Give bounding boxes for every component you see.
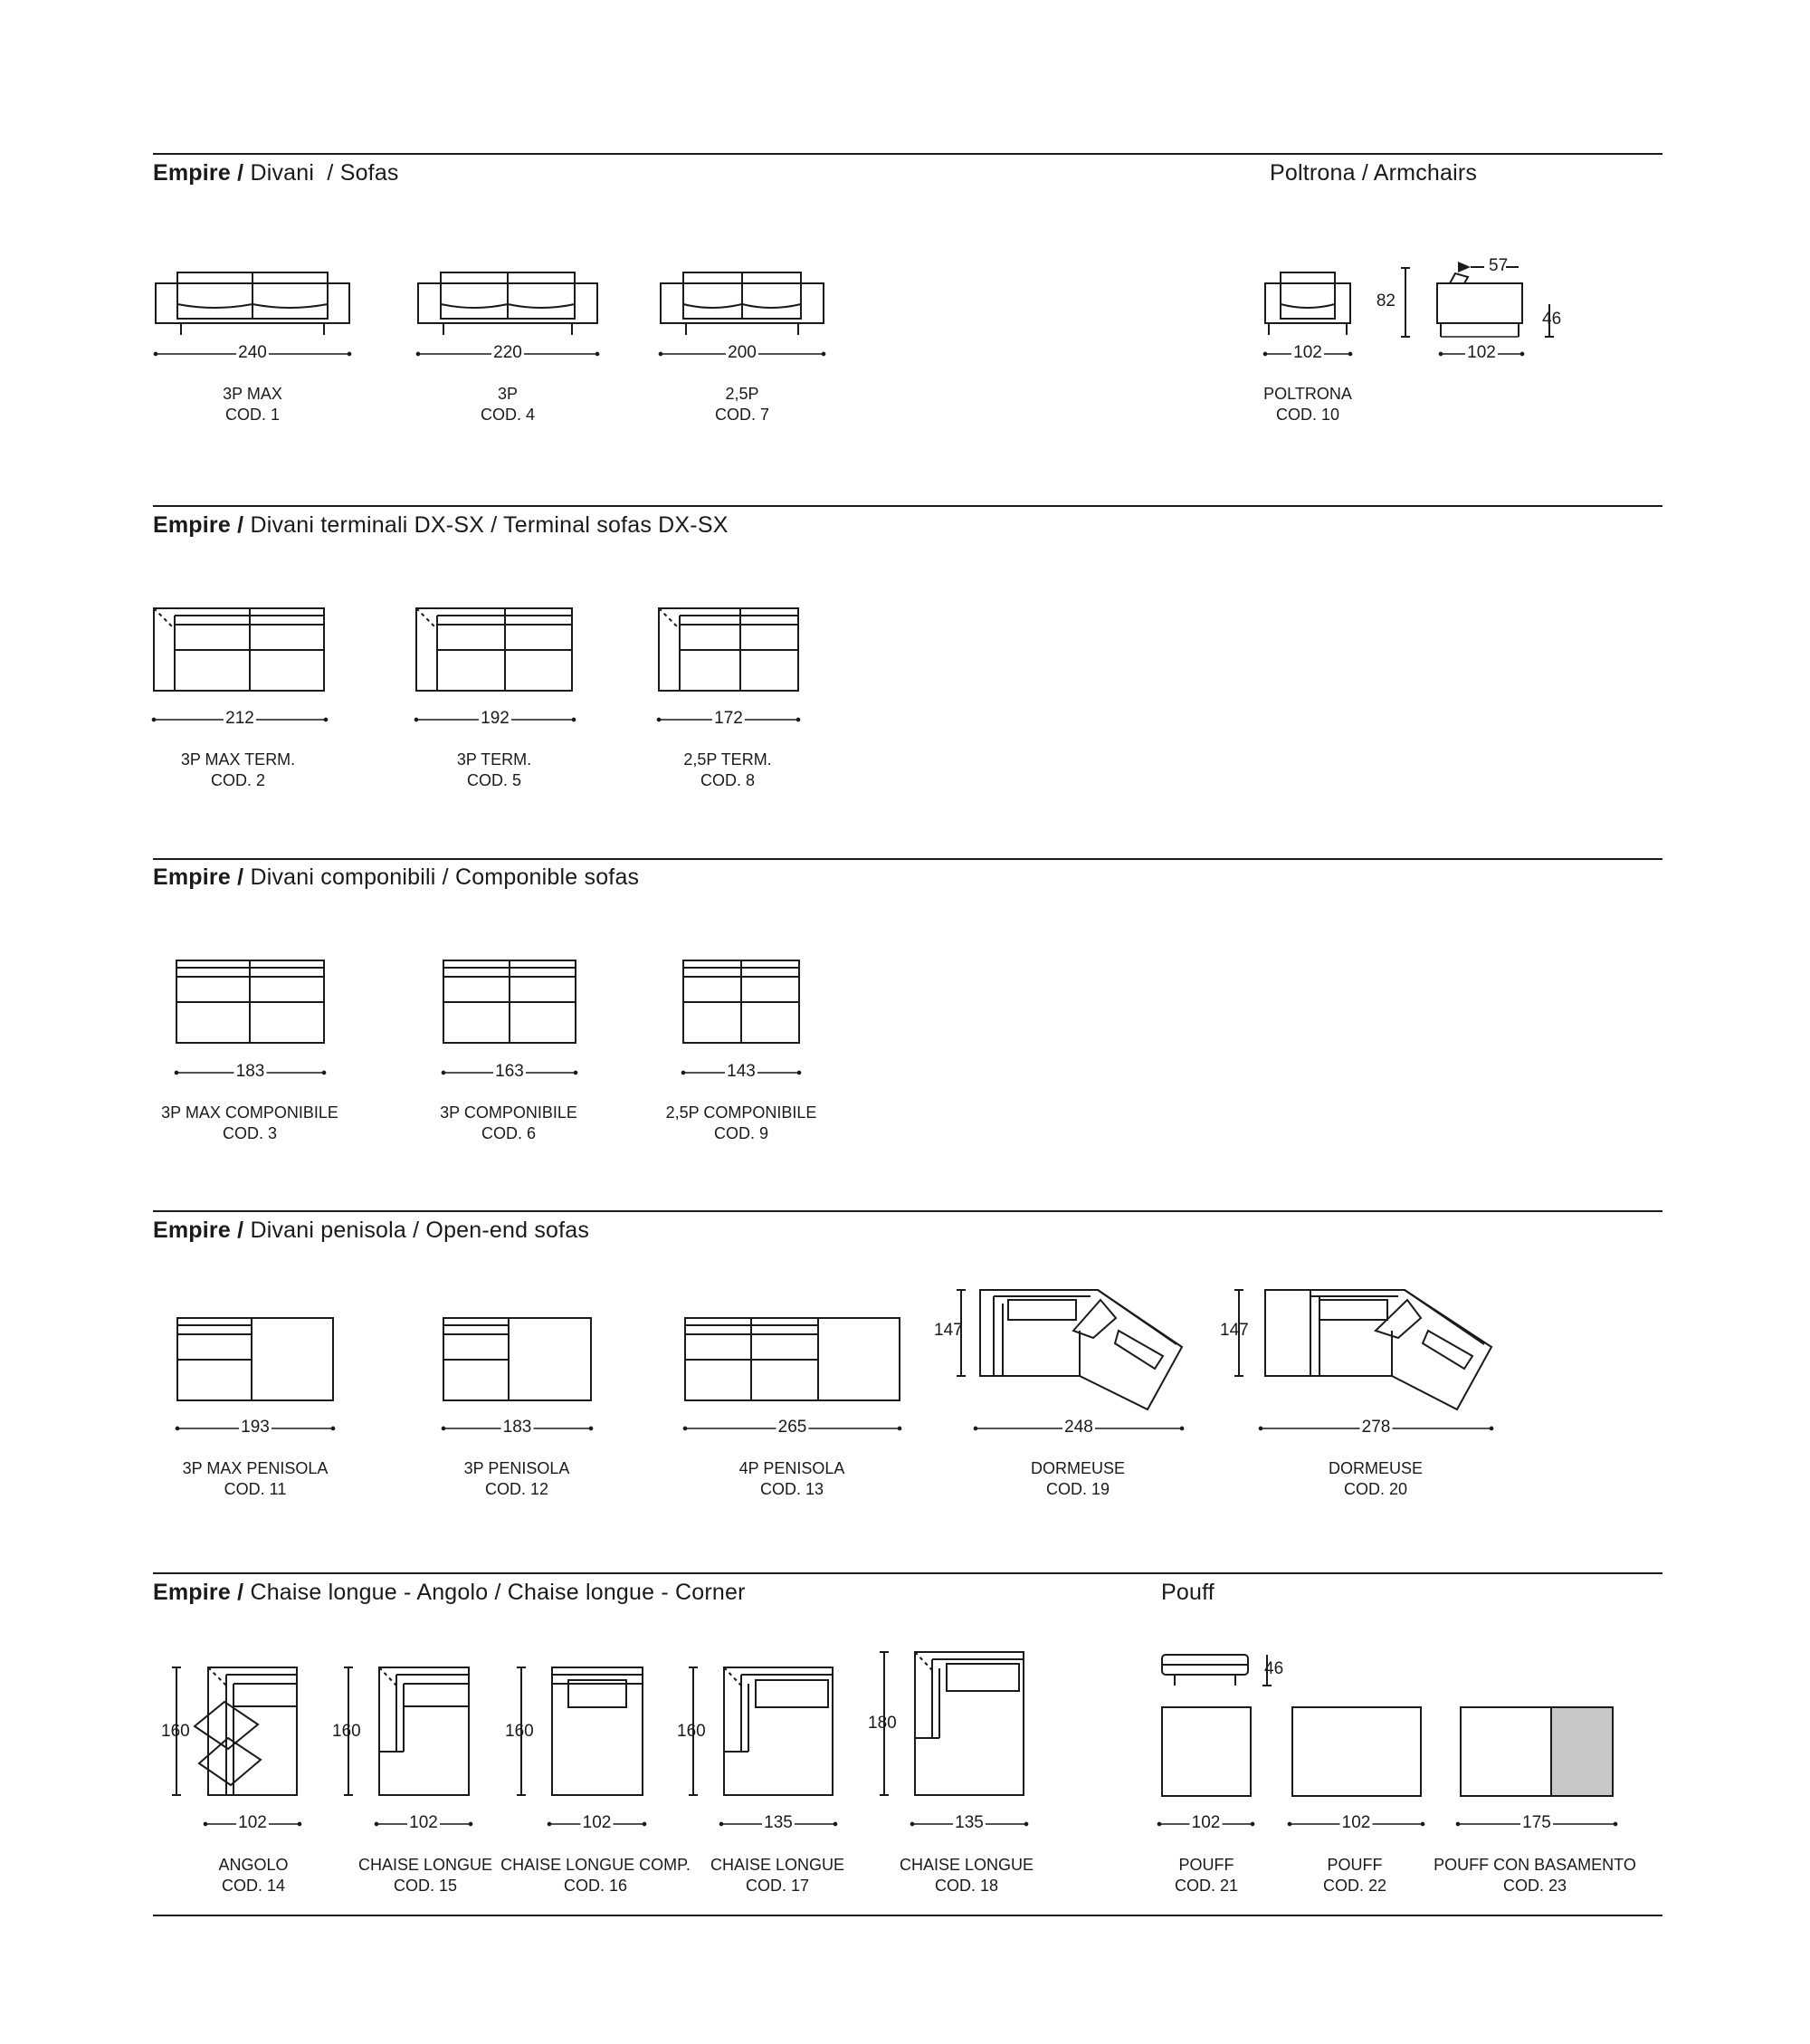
section-title-componible: Empire / Divani componibili / Componible sofas <box>153 864 640 890</box>
width-value: 240 <box>238 343 267 362</box>
width-value: 102 <box>1341 1813 1371 1832</box>
product-code: COD. 3 <box>222 1124 278 1142</box>
product-name: 2,5P TERM. <box>683 750 772 769</box>
product-name: 3P MAX TERM. <box>180 750 296 769</box>
product-name: 3P PENISOLA <box>463 1459 570 1477</box>
product-label <box>500 1855 691 1896</box>
dimension-tick <box>442 1427 444 1429</box>
product-code: COD. 17 <box>745 1877 810 1895</box>
dimension-tick <box>643 1822 645 1825</box>
product-code: COD. 4 <box>480 406 536 424</box>
dimension-tick <box>822 352 824 355</box>
product-label <box>457 750 531 791</box>
product-code: COD. 12 <box>484 1480 549 1498</box>
dimension-tick <box>176 1427 178 1429</box>
dimension-tick <box>681 1071 684 1074</box>
product-code: COD. 5 <box>466 771 521 789</box>
dimension-tick <box>548 1822 550 1825</box>
width-value: 200 <box>728 343 757 362</box>
dimension-tick <box>152 718 155 721</box>
product-name: CHAISE LONGUE <box>710 1856 845 1874</box>
product-code: COD. 23 <box>1502 1877 1567 1895</box>
product-code: COD. 18 <box>934 1877 999 1895</box>
dimension-tick <box>595 352 598 355</box>
product-name: 3P MAX PENISOLA <box>182 1459 329 1477</box>
product-name: 3P COMPONIBILE <box>440 1103 577 1122</box>
product-name: 2,5P <box>725 385 759 403</box>
dimension-tick <box>1157 1822 1160 1825</box>
dimension-tick <box>797 1071 800 1074</box>
dimension-tick <box>898 1427 900 1429</box>
product-name: DORMEUSE <box>1030 1459 1126 1477</box>
dimension-tick <box>348 352 350 355</box>
dimension-tick <box>416 352 419 355</box>
chaise-16-depth-value: 160 <box>505 1722 534 1741</box>
product-code: COD. 19 <box>1045 1480 1110 1498</box>
width-value: 172 <box>714 709 743 728</box>
product-label <box>183 1458 329 1500</box>
product-label <box>223 384 282 425</box>
dimension-tick <box>324 718 327 721</box>
product-label <box>181 750 295 791</box>
product-label <box>1175 1855 1238 1896</box>
section-title-terminal: Empire / Divani terminali DX-SX / Terminal sofas DX-SX <box>153 512 729 538</box>
product-label <box>1031 1458 1125 1500</box>
dimension-tick <box>1490 1427 1492 1429</box>
product-name: CHAISE LONGUE <box>899 1856 1034 1874</box>
dimension-tick <box>1421 1822 1424 1825</box>
pouff-height-value: 46 <box>1264 1659 1284 1678</box>
section-title-sofas: Empire / Divani / Sofas <box>153 160 399 186</box>
dimension-tick <box>1614 1822 1616 1825</box>
dimension-tick <box>834 1822 836 1825</box>
width-value: 193 <box>241 1418 270 1437</box>
angolo-depth-value: 160 <box>161 1722 190 1741</box>
dimension-tick <box>589 1427 592 1429</box>
product-label <box>715 384 769 425</box>
chaise-17-depth-value: 160 <box>677 1722 706 1741</box>
dimension-tick <box>331 1427 334 1429</box>
product-label <box>683 750 771 791</box>
product-code: COD. 15 <box>393 1877 458 1895</box>
dimension-tick <box>1024 1822 1027 1825</box>
product-name: 2,5P COMPONIBILE <box>665 1103 817 1122</box>
section-title-openend: Empire / Divani penisola / Open-end sofas <box>153 1218 590 1243</box>
brand-label: Empire <box>153 160 231 186</box>
dimension-tick <box>1348 352 1351 355</box>
product-code: COD. 11 <box>224 1480 287 1498</box>
width-value: 212 <box>225 709 254 728</box>
product-code: COD. 2 <box>210 771 265 789</box>
product-label <box>161 1103 338 1144</box>
width-value: 175 <box>1522 1813 1551 1832</box>
dimension-tick <box>1180 1427 1183 1429</box>
dimension-tick <box>683 1427 686 1429</box>
dimension-tick <box>572 718 575 721</box>
product-label <box>440 1103 577 1144</box>
dimension-tick <box>204 1822 206 1825</box>
dimension-tick <box>175 1071 177 1074</box>
brand-label: Empire <box>153 512 231 538</box>
width-value: 183 <box>502 1418 532 1437</box>
width-value: 135 <box>955 1813 984 1832</box>
product-name: POUFF CON BASAMENTO <box>1434 1856 1636 1874</box>
dimension-tick <box>469 1822 472 1825</box>
width-value: 102 <box>1293 343 1322 362</box>
armchair-seat-height-value: 46 <box>1542 310 1562 329</box>
dimension-tick <box>1456 1822 1459 1825</box>
chaise-15-depth-value: 160 <box>332 1722 361 1741</box>
width-value: 102 <box>1191 1813 1221 1832</box>
dimension-tick <box>796 718 799 721</box>
width-value: 192 <box>481 709 510 728</box>
product-label <box>900 1855 1034 1896</box>
width-value: 220 <box>493 343 522 362</box>
dimension-tick <box>910 1822 913 1825</box>
width-value: 102 <box>1467 343 1496 362</box>
dimension-tick <box>1520 352 1523 355</box>
product-code: COD. 10 <box>1275 406 1340 424</box>
product-code: COD. 14 <box>221 1877 286 1895</box>
product-label <box>739 1458 845 1500</box>
dimension-tick <box>414 718 417 721</box>
dimension-tick <box>974 1427 976 1429</box>
dimension-tick <box>1288 1822 1291 1825</box>
section-title-chaise: Empire / Chaise longue - Angolo / Chaise longue - Corner <box>153 1580 746 1605</box>
width-value: 102 <box>409 1813 438 1832</box>
product-label <box>1323 1855 1386 1896</box>
product-name: ANGOLO <box>218 1856 289 1874</box>
armchair-height-value: 82 <box>1376 291 1396 310</box>
dimension-tick <box>1439 352 1442 355</box>
dimension-tick <box>298 1822 300 1825</box>
dimension-tick <box>659 352 662 355</box>
product-name: 3P TERM. <box>456 750 532 769</box>
dormeuse-19-depth-value: 147 <box>934 1321 963 1340</box>
product-label <box>218 1855 288 1896</box>
dimension-tick <box>1263 352 1266 355</box>
width-value: 163 <box>495 1062 524 1081</box>
product-name: POUFF <box>1327 1856 1383 1874</box>
product-name: 3P <box>497 385 519 403</box>
dimension-tick <box>1259 1427 1262 1429</box>
width-value: 248 <box>1064 1418 1093 1437</box>
product-name: 3P MAX <box>223 385 282 403</box>
width-value: 278 <box>1361 1418 1391 1437</box>
product-code: COD. 1 <box>224 406 281 424</box>
dimension-tick <box>574 1071 576 1074</box>
width-value: 135 <box>764 1813 793 1832</box>
brand-label: Empire <box>153 864 231 890</box>
product-label <box>1263 384 1352 425</box>
dimension-tick <box>1251 1822 1253 1825</box>
product-label <box>481 384 535 425</box>
width-value: 102 <box>582 1813 612 1832</box>
product-code: COD. 16 <box>563 1877 628 1895</box>
chaise-18-depth-value: 180 <box>868 1714 897 1733</box>
width-value: 183 <box>235 1062 265 1081</box>
armchair-depth-value: 57 <box>1489 256 1509 275</box>
dimension-tick <box>719 1822 722 1825</box>
product-code: COD. 20 <box>1343 1480 1408 1498</box>
product-code: COD. 8 <box>700 771 755 789</box>
product-label <box>464 1458 570 1500</box>
dormeuse-20-depth-value: 147 <box>1220 1321 1249 1340</box>
product-label <box>1434 1855 1636 1896</box>
dimension-tick <box>442 1071 444 1074</box>
product-code: COD. 7 <box>714 406 770 424</box>
dimension-tick <box>375 1822 377 1825</box>
product-label <box>666 1103 817 1144</box>
product-name: 3P MAX COMPONIBILE <box>161 1103 338 1122</box>
dimension-tick <box>657 718 660 721</box>
width-value: 143 <box>727 1062 756 1081</box>
section-title-pouff: Pouff <box>1161 1580 1215 1605</box>
width-value: 102 <box>238 1813 267 1832</box>
product-name: DORMEUSE <box>1328 1459 1424 1477</box>
dimension-tick <box>322 1071 325 1074</box>
product-code: COD. 21 <box>1174 1877 1239 1895</box>
product-name: CHAISE LONGUE <box>357 1856 493 1874</box>
product-code: COD. 13 <box>759 1480 824 1498</box>
product-name: POLTRONA <box>1263 385 1352 403</box>
product-label <box>1329 1458 1423 1500</box>
product-label <box>358 1855 492 1896</box>
product-label <box>710 1855 844 1896</box>
product-code: COD. 6 <box>481 1124 536 1142</box>
product-name: 4P PENISOLA <box>738 1459 845 1477</box>
brand-label: Empire <box>153 1580 231 1605</box>
brand-label: Empire <box>153 1218 231 1243</box>
section-title-armchairs: Poltrona / Armchairs <box>1270 160 1478 186</box>
product-name: CHAISE LONGUE COMP. <box>500 1856 691 1874</box>
product-name: POUFF <box>1178 1856 1234 1874</box>
dimension-tick <box>154 352 157 355</box>
width-value: 265 <box>777 1418 807 1437</box>
product-code: COD. 9 <box>713 1124 769 1142</box>
product-code: COD. 22 <box>1322 1877 1387 1895</box>
